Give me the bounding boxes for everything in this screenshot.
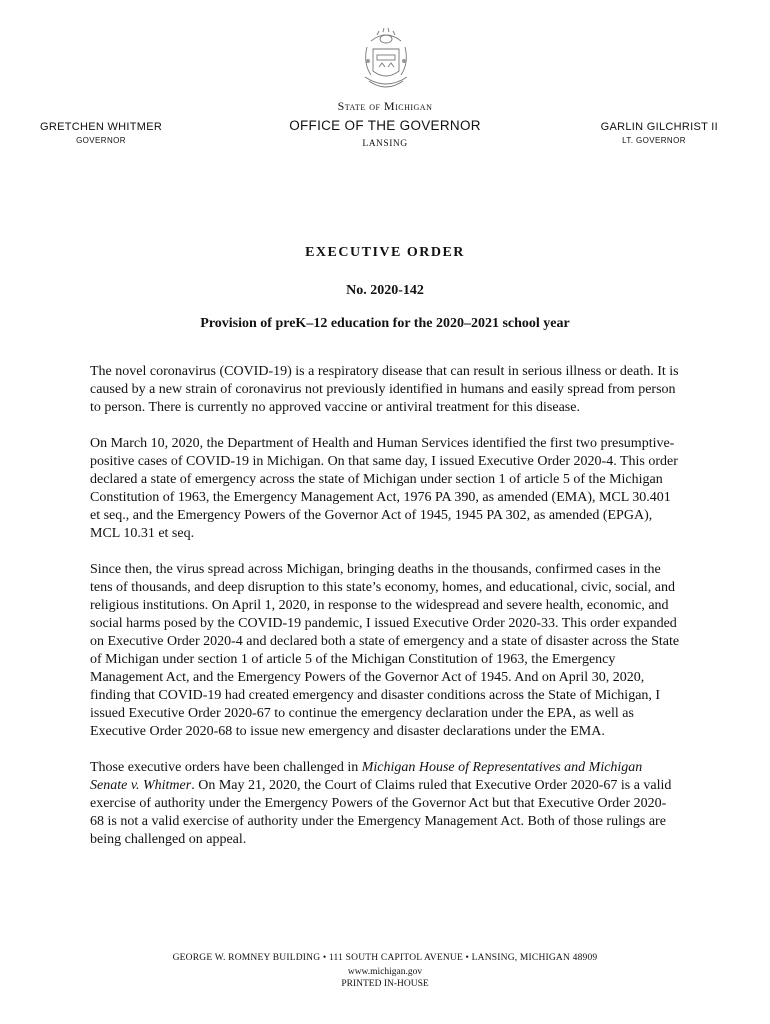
governor-title: GOVERNOR xyxy=(76,136,126,145)
paragraph-3: Since then, the virus spread across Michigan, bringing deaths in the thousands, confirmed cases in the tens of thousands, and deep disruption to this state’s economy, homes, and educational, civic, social, and religious institutions. On April 1, 2020, in response to the widespread and severe health, economic, and social harms posed by the COVID-19 pandemic, I issued Executive Order 2020-33. This order expanded on Executive Order 2020-4 and declared both a state of emergency and a state of disaster across the State of Michigan under section 1 of article 5 of the Michigan Constitution of 1963, the Emergency Management Act, and the Emergency Powers of the Governor Act of 1945. And on April 30, 2020, finding that COVID-19 had created emergency and disaster conditions across the State of Michigan, I issued Executive Order 2020-67 to continue the emergency declaration under the EPA, as well as Executive Order 2020-68 to issue new emergency and disaster declarations under the EMA. xyxy=(90,562,680,739)
office-name: OFFICE OF THE GOVERNOR xyxy=(289,118,481,133)
paragraph-4-end: . On May 21, 2020, the Court of Claims ruled that Executive Order 2020-67 is a valid exercise of authority under the Emergency Powers of the Governor Act but that Executive Order 2020-68 is not a valid exercise of authority under the Emergency Management Act. Both of those rulings are being challenged on appeal. xyxy=(90,778,672,847)
lt-governor-name: GARLIN GILCHRIST II xyxy=(600,121,718,133)
footer-website: www.michigan.gov xyxy=(347,967,423,977)
footer-printed: PRINTED IN-HOUSE xyxy=(341,979,429,989)
office-city: LANSING xyxy=(362,139,408,149)
case-name: Michigan House of Representatives and Michigan Senate v. Whitmer xyxy=(90,760,643,793)
paragraph-4-start: Those executive orders have been challenged in xyxy=(90,760,362,775)
governor-name: GRETCHEN WHITMER xyxy=(40,121,163,133)
paragraph-1: The novel coronavirus (COVID-19) is a respiratory disease that can result in serious illness or death. It is caused by a new strain of coronavirus not previously identified in humans and easily spread from person to person. There is currently no approved vaccine or antiviral treatment for this disease. xyxy=(90,364,679,415)
michigan-seal-icon xyxy=(357,27,415,95)
order-heading: EXECUTIVE ORDER xyxy=(305,245,465,260)
paragraph-4 xyxy=(90,759,680,849)
state-name: State of Michigan xyxy=(337,99,433,113)
order-body xyxy=(90,363,680,849)
order-subject: Provision of preK–12 education for the 2020–2021 school year xyxy=(200,316,570,331)
lt-governor-title: LT. GOVERNOR xyxy=(622,136,686,145)
footer-address: GEORGE W. ROMNEY BUILDING • 111 SOUTH CAPITOL AVENUE • LANSING, MICHIGAN 48909 xyxy=(172,953,598,963)
paragraph-2: On March 10, 2020, the Department of Health and Human Services identified the first two presumptive-positive cases of COVID-19 in Michigan. On that same day, I issued Executive Order 2020-4. This order declared a state of emergency across the state of Michigan under section 1 of article 5 of the Michigan Constitution of 1963, the Emergency Management Act, 1976 PA 390, as amended (EMA), MCL 30.401 et seq., and the Emergency Powers of the Governor Act of 1945, 1945 PA 302, as amended (EPGA), MCL 10.31 et seq. xyxy=(90,436,678,541)
order-number: No. 2020-142 xyxy=(346,283,424,298)
